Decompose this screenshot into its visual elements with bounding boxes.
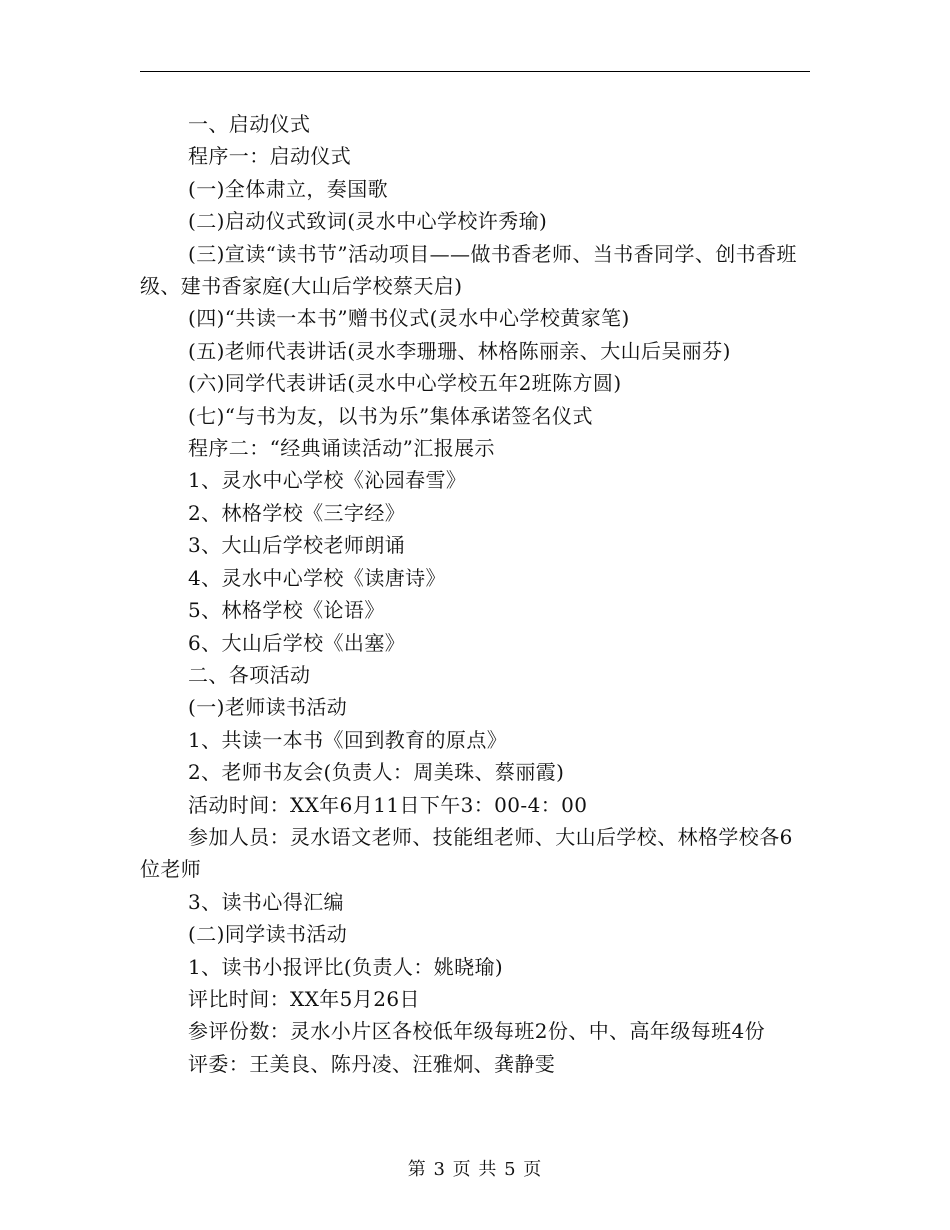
- paragraph: (四)“共读一本书”赠书仪式(灵水中心学校黄家笔): [188, 306, 630, 331]
- paragraph: 参评份数：灵水小片区各校低年级每班2份、中、高年级每班4份: [188, 1019, 766, 1044]
- list-item: 2、林格学校《三字经》: [188, 500, 406, 525]
- list-item: 2、老师书友会(负责人：周美珠、蔡丽霞): [188, 760, 565, 785]
- paragraph: (六)同学代表讲话(灵水中心学校五年2班陈方圆): [188, 371, 622, 396]
- paragraph: 活动时间：XX年6月11日下午3：00-4：00: [188, 792, 588, 817]
- list-item: 1、灵水中心学校《沁园春雪》: [188, 468, 467, 493]
- paragraph: 评委：王美良、陈丹凌、汪雅炯、龚静雯: [188, 1051, 556, 1076]
- paragraph: (三)宣读“读书节”活动项目——做书香老师、当书香同学、创书香班级、建书香家庭(大山后学校蔡天启): [140, 241, 797, 299]
- program-heading: 程序二：“经典诵读活动”汇报展示: [188, 436, 495, 461]
- list-item: 1、读书小报评比(负责人：姚晓瑜): [188, 954, 504, 979]
- paragraph: (五)老师代表讲话(灵水李珊珊、林格陈丽亲、大山后吴丽芬): [188, 338, 731, 363]
- page-number-footer: 第 3 页 共 5 页: [407, 1159, 543, 1180]
- section-heading: 一、启动仪式: [188, 112, 311, 136]
- paragraph: 评比时间：XX年5月26日: [188, 986, 420, 1011]
- subsection-heading: (一)老师读书活动: [188, 695, 348, 720]
- paragraph: 参加人员：灵水语文老师、技能组老师、大山后学校、林格学校各6位老师: [140, 824, 793, 882]
- list-item: 1、共读一本书《回到教育的原点》: [188, 727, 508, 752]
- paragraph: (二)启动仪式致词(灵水中心学校许秀瑜): [188, 209, 548, 234]
- list-item: 4、灵水中心学校《读唐诗》: [188, 565, 446, 590]
- list-item: 5、林格学校《论语》: [188, 598, 385, 623]
- list-item: 3、大山后学校老师朗诵: [188, 533, 406, 558]
- header-rule: [140, 71, 810, 72]
- paragraph: (七)“与书为友，以书为乐”集体承诺签名仪式: [188, 403, 593, 428]
- document-body: [140, 108, 800, 1080]
- list-item: 6、大山后学校《出塞》: [188, 630, 406, 655]
- paragraph: (一)全体肃立，奏国歌: [188, 176, 389, 201]
- section-heading: 二、各项活动: [188, 662, 311, 687]
- subsection-heading: (二)同学读书活动: [188, 922, 348, 947]
- program-heading: 程序一：启动仪式: [188, 144, 352, 169]
- list-item: 3、读书心得汇编: [188, 889, 344, 914]
